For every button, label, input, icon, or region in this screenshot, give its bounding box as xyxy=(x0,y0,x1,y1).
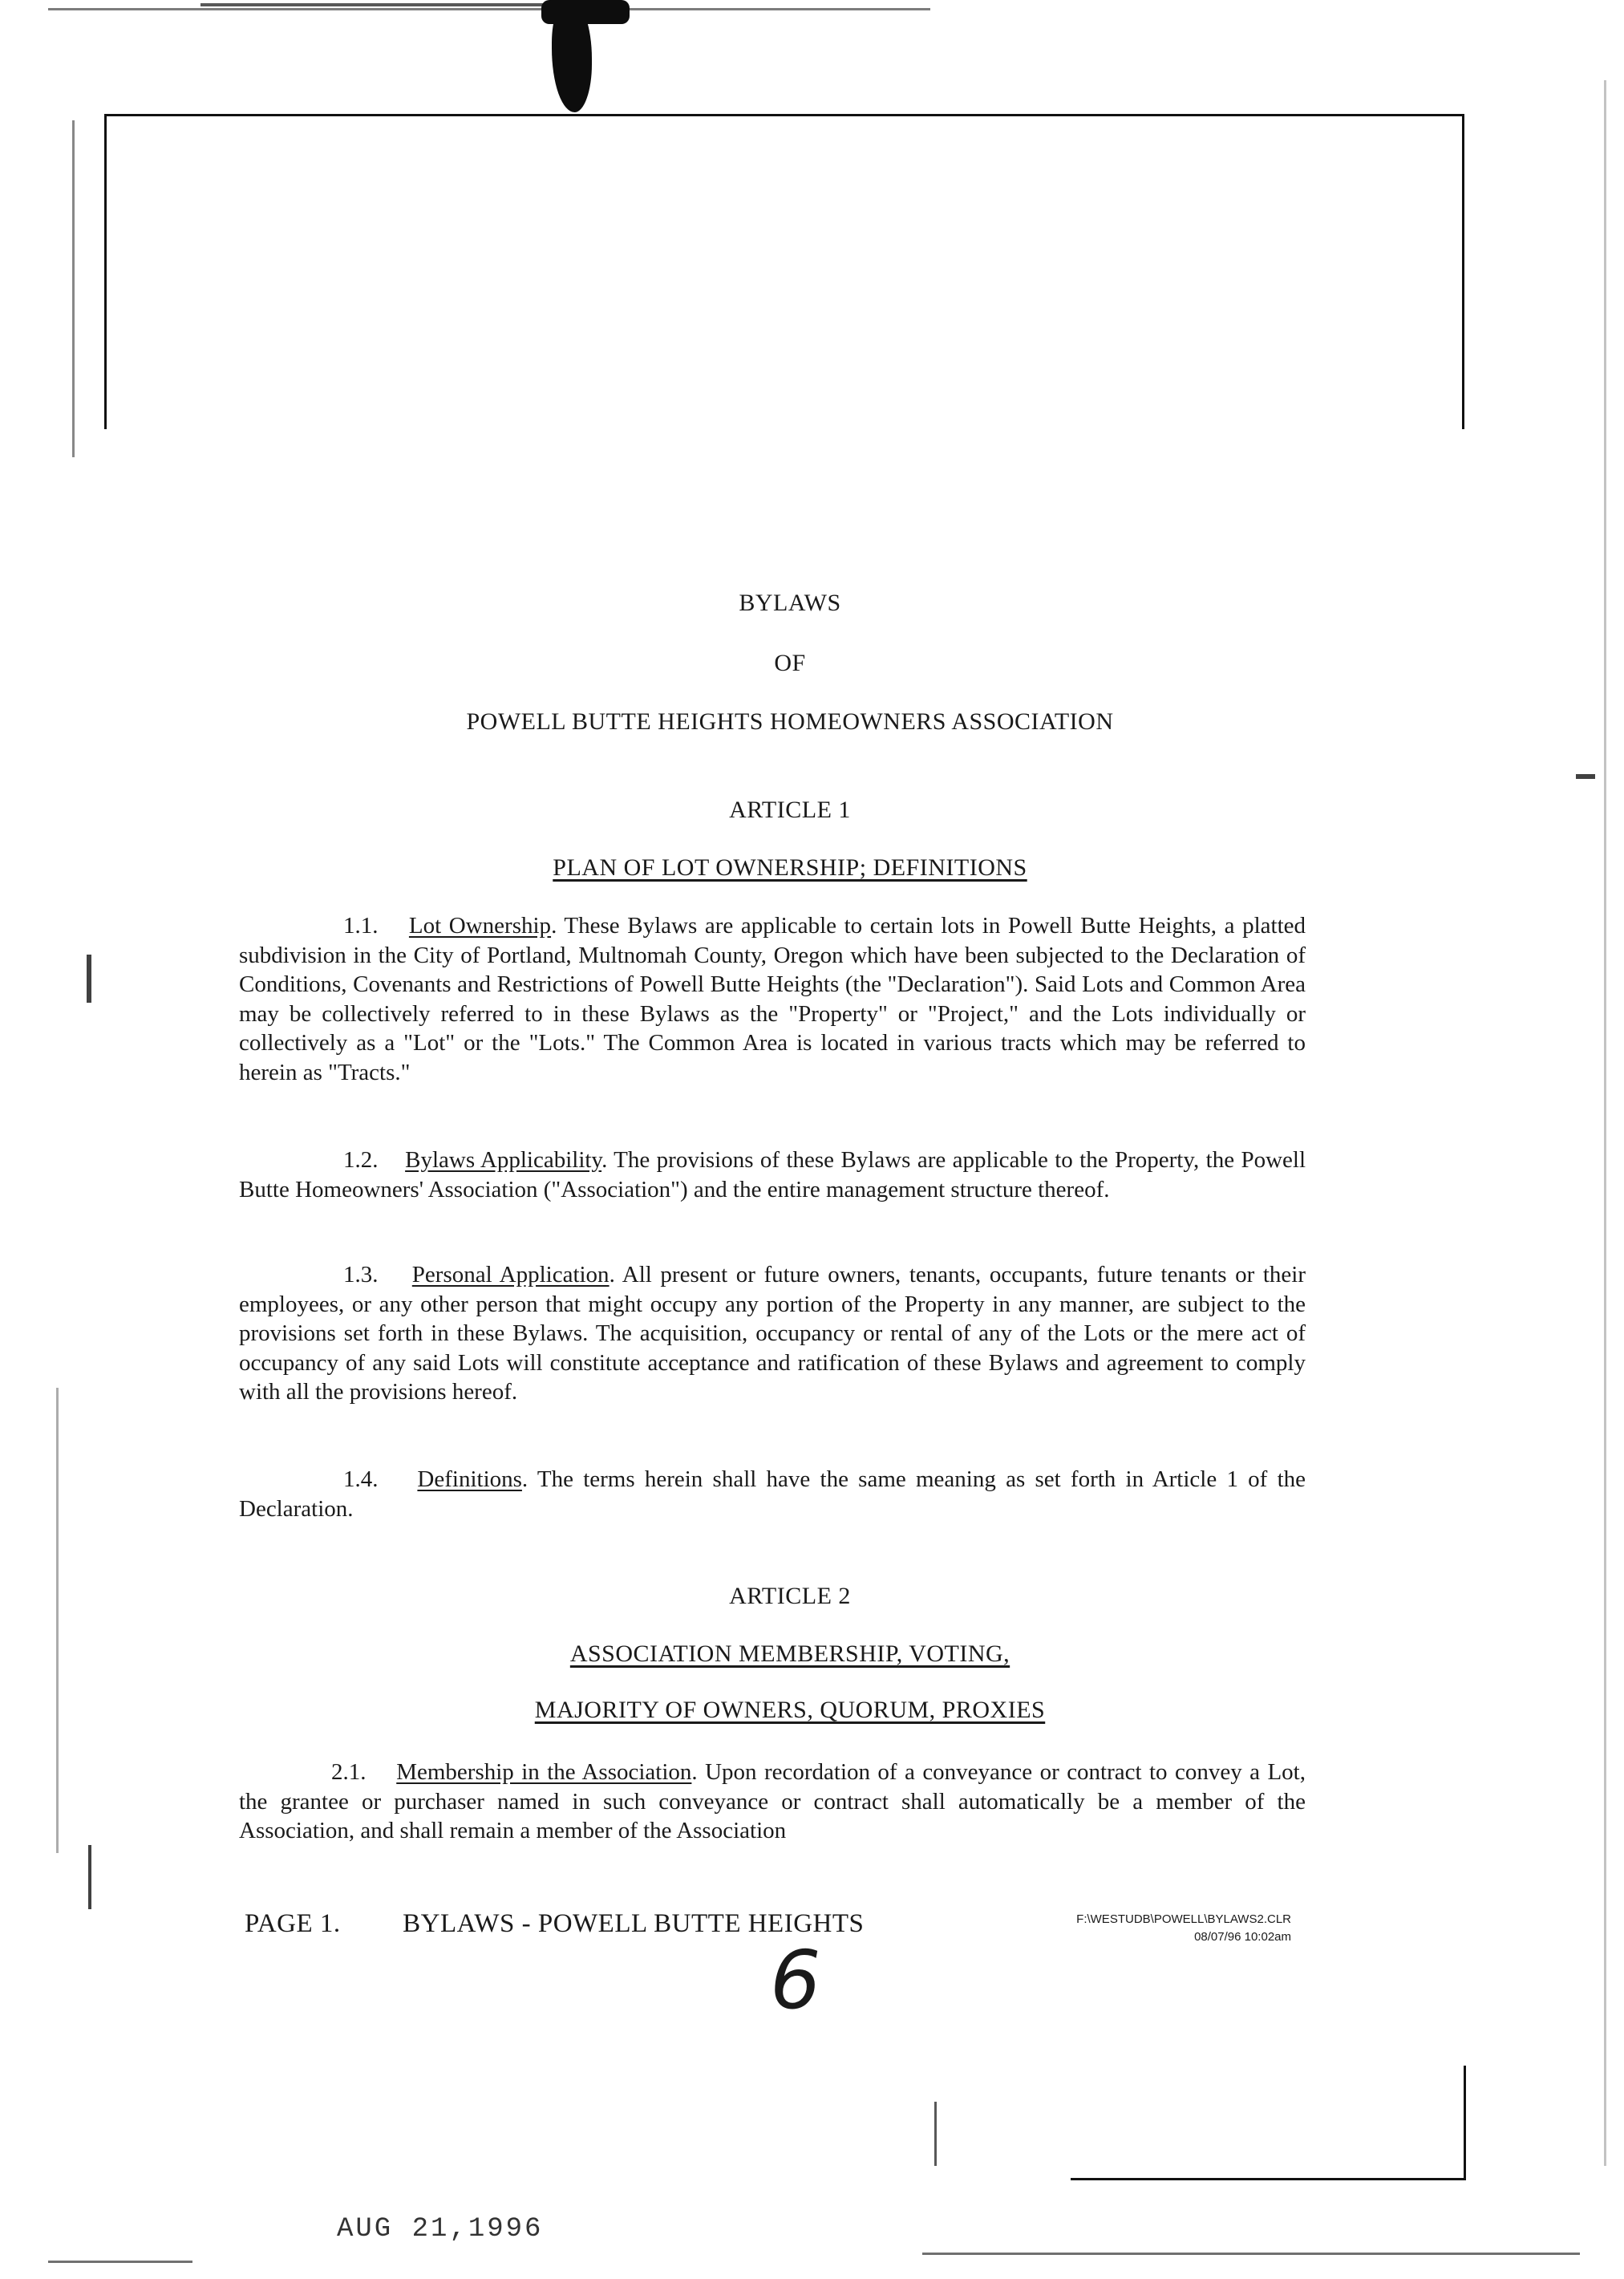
document-title-of: OF xyxy=(774,650,806,676)
scan-artifact-left-mark-3 xyxy=(56,1388,59,1853)
scan-artifact-top-edge-2 xyxy=(200,3,585,6)
section-text: . All present or future owners, tenants, occupants, future tenants or their employees, or any other person that might occupy any portion of the Property in any manner, are subject to the provisions set forth in these Bylaws. The acquisition, occupancy or rental of any of the Lots or the mere act of occupancy of any said Lots will constitute acceptance and ratification of these Bylaws and agreement to comply with all the provisions hereof. xyxy=(239,1262,1306,1405)
scan-artifact-left-mark-2 xyxy=(88,1845,91,1909)
section-2-1 xyxy=(239,1758,1306,1846)
section-heading: Definitions xyxy=(417,1466,522,1492)
article-2-heading-line-2: MAJORITY OF OWNERS, QUORUM, PROXIES xyxy=(534,1697,1046,1723)
organization-name: POWELL BUTTE HEIGHTS HOMEOWNERS ASSOCIATION xyxy=(466,708,1114,735)
article-1-heading: PLAN OF LOT OWNERSHIP; DEFINITIONS xyxy=(553,854,1027,881)
article-2-heading-line-1: ASSOCIATION MEMBERSHIP, VOTING, xyxy=(569,1640,1010,1667)
scan-artifact-left-margin xyxy=(72,120,75,457)
scan-artifact-bottom-edge xyxy=(48,2261,192,2263)
scan-artifact-bracket-tick xyxy=(934,2102,937,2166)
section-number: 1.4. xyxy=(343,1466,379,1492)
section-number: 2.1. xyxy=(331,1759,367,1785)
scan-artifact-blot-2 xyxy=(541,0,630,24)
section-text: . The provisions of these Bylaws are applicable to the Property, the Powell Butte Homeowners' Association ("Association") and the entire management structure thereof. xyxy=(239,1147,1306,1202)
section-text: . Upon recordation of a conveyance or contract to convey a Lot, the grantee or purchaser named in such conveyance or contract shall automatically be a member of the Association, and shall remain a member of the Association xyxy=(239,1759,1306,1843)
scan-artifact-bottom-edge-2 xyxy=(922,2253,1580,2255)
footer-file-date: 08/07/96 10:02am xyxy=(1194,1930,1291,1944)
scan-artifact-left-mark xyxy=(87,955,91,1003)
document-title: BYLAWS xyxy=(739,590,841,616)
article-2-label: ARTICLE 2 xyxy=(729,1583,851,1609)
handwritten-page-number: 6 xyxy=(770,1933,821,2027)
scan-artifact-right-mark xyxy=(1576,774,1595,779)
header-box xyxy=(104,114,1464,429)
section-1-3 xyxy=(239,1260,1306,1407)
received-date-stamp: AUG 21,1996 xyxy=(337,2214,544,2245)
section-number: 1.1. xyxy=(343,913,379,939)
footer-page-number: PAGE 1. xyxy=(245,1909,341,1938)
section-text: . The terms herein shall have the same meaning as set forth in Article 1 of the Declaration. xyxy=(239,1466,1306,1522)
section-heading: Bylaws Applicability xyxy=(405,1147,602,1173)
section-number: 1.2. xyxy=(343,1147,379,1173)
footer-doc-title: BYLAWS - POWELL BUTTE HEIGHTS xyxy=(403,1909,865,1938)
scan-artifact-top-edge xyxy=(48,8,930,10)
bottom-bracket xyxy=(1071,2066,1466,2180)
footer-file-info xyxy=(1002,1911,1291,1946)
section-number: 1.3. xyxy=(343,1262,379,1288)
section-heading: Personal Application xyxy=(411,1262,610,1288)
scan-artifact-right-edge xyxy=(1604,80,1606,2166)
footer-file-path: F:\WESTUDB\POWELL\BYLAWS2.CLR xyxy=(1076,1912,1291,1926)
section-1-1 xyxy=(239,911,1306,1087)
section-heading: Lot Ownership xyxy=(408,913,552,939)
section-1-4 xyxy=(239,1465,1306,1523)
article-1-label: ARTICLE 1 xyxy=(729,797,851,823)
section-text: . These Bylaws are applicable to certain lots in Powell Butte Heights, a platted subdivision in the City of Portland, Multnomah County, Oregon which have been subjected to the Declaration of Conditions, Covenants and Restrictions of Powell Butte Heights (the "Declaration"). Said Lots and Common Area may be collectively referred to in these Bylaws as the "Property" or "Project," and the Lots individually or collectively as a "Lot" or the "Lots." The Common Area is located in various tracts which may be referred to herein as "Tracts." xyxy=(239,913,1306,1085)
section-1-2 xyxy=(239,1146,1306,1204)
section-heading: Membership in the Association xyxy=(396,1759,692,1785)
